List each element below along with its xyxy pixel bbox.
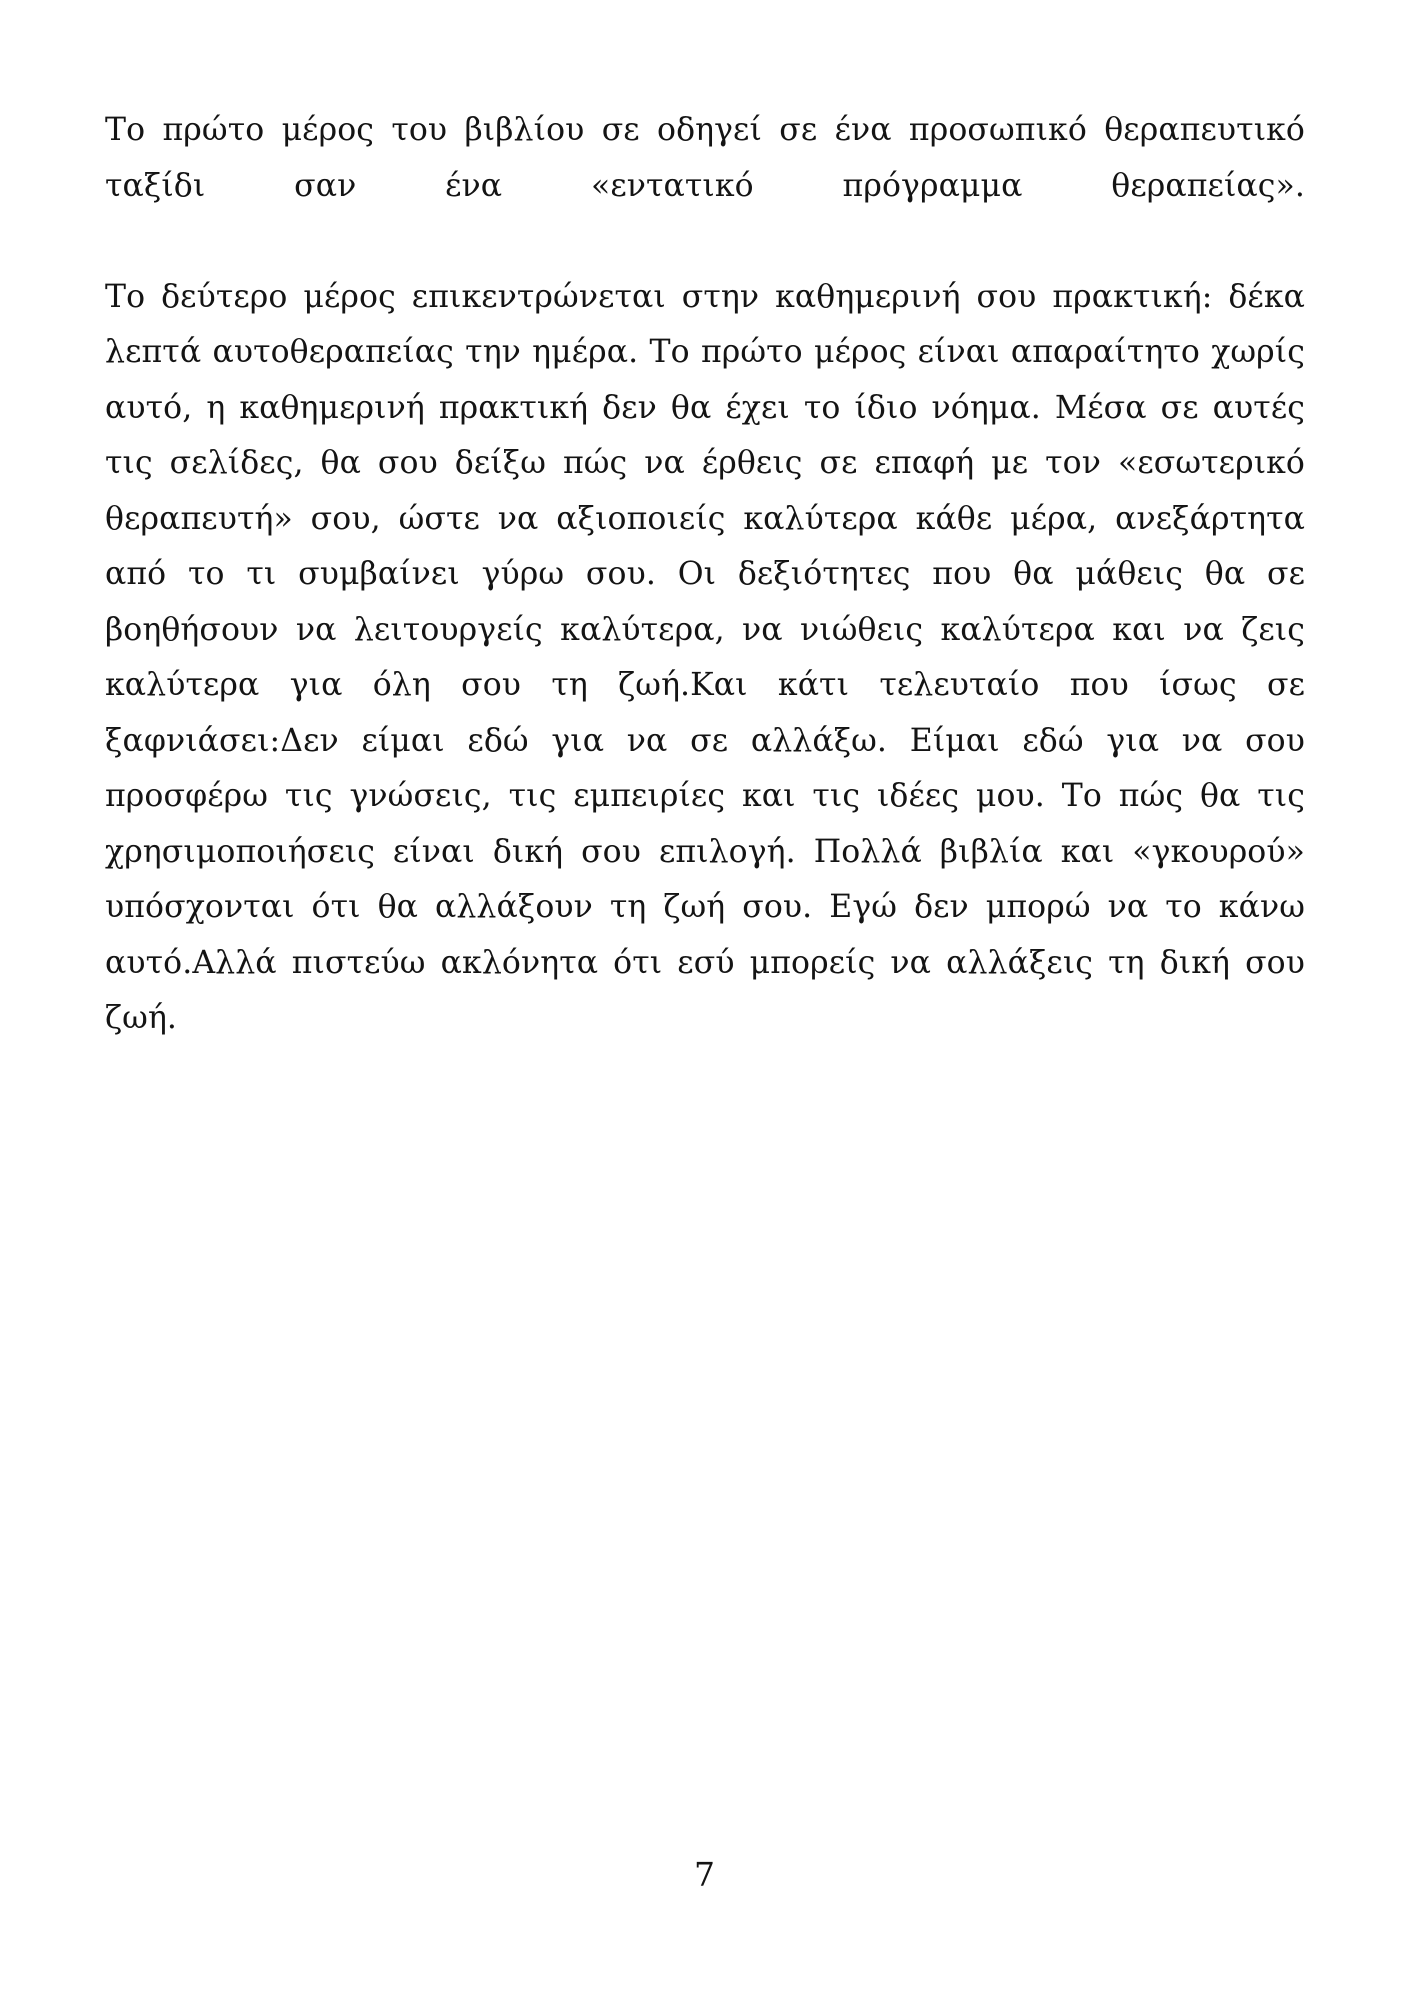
- paragraph-1: Το πρώτο μέρος του βιβλίου σε οδηγεί σε ένα προσωπικό θεραπευτικό ταξίδι σαν ένα «εντατικό πρόγραμμα θεραπείας».: [105, 112, 1305, 204]
- paragraph-2: Το δεύτερο μέρος επικεντρώνεται στην καθημερινή σου πρακτική: δέκα λεπτά αυτοθεραπείας την ημέρα. Το πρώτο μέρος είναι απαραίτητο χωρίς αυτό, η καθημερινή πρακτική δεν θα έχει το ίδιο νόημα. Μέσα σε αυτές τις σελίδες, θα σου δείξω πώς να έρθεις σε επαφή με τον «εσωτερικό θεραπευτή» σου, ώστε να αξιοποιείς καλύτερα κάθε μέρα, ανεξάρτητα από το τι συμβαίνει γύρω σου. Οι δεξιότητες που θα μάθεις θα σε βοηθήσουν να λειτουργείς καλύτερα, να νιώθεις καλύτερα και να ζεις καλύτερα για όλη σου τη ζωή.Και κάτι τελευταίο που ίσως σε ξαφνιάσει:Δεν είμαι εδώ για να σε αλλάξω. Είμαι εδώ για να σου προσφέρω τις γνώσεις, τις εμπειρίες και τις ιδέες μου. Το πώς θα τις χρησιμοποιήσεις είναι δική σου επιλογή. Πολλά βιβλία και «γκουρού» υπόσχονται ότι θα αλλάξουν τη ζωή σου. Εγώ δεν μπορώ να το κάνω αυτό.Αλλά πιστεύω ακλόνητα ότι εσύ μπορείς να αλλάξεις τη δική σου ζωή.: [105, 278, 1305, 1036]
- body-text-block: [105, 103, 1305, 1102]
- page-number: 7: [694, 1855, 715, 1894]
